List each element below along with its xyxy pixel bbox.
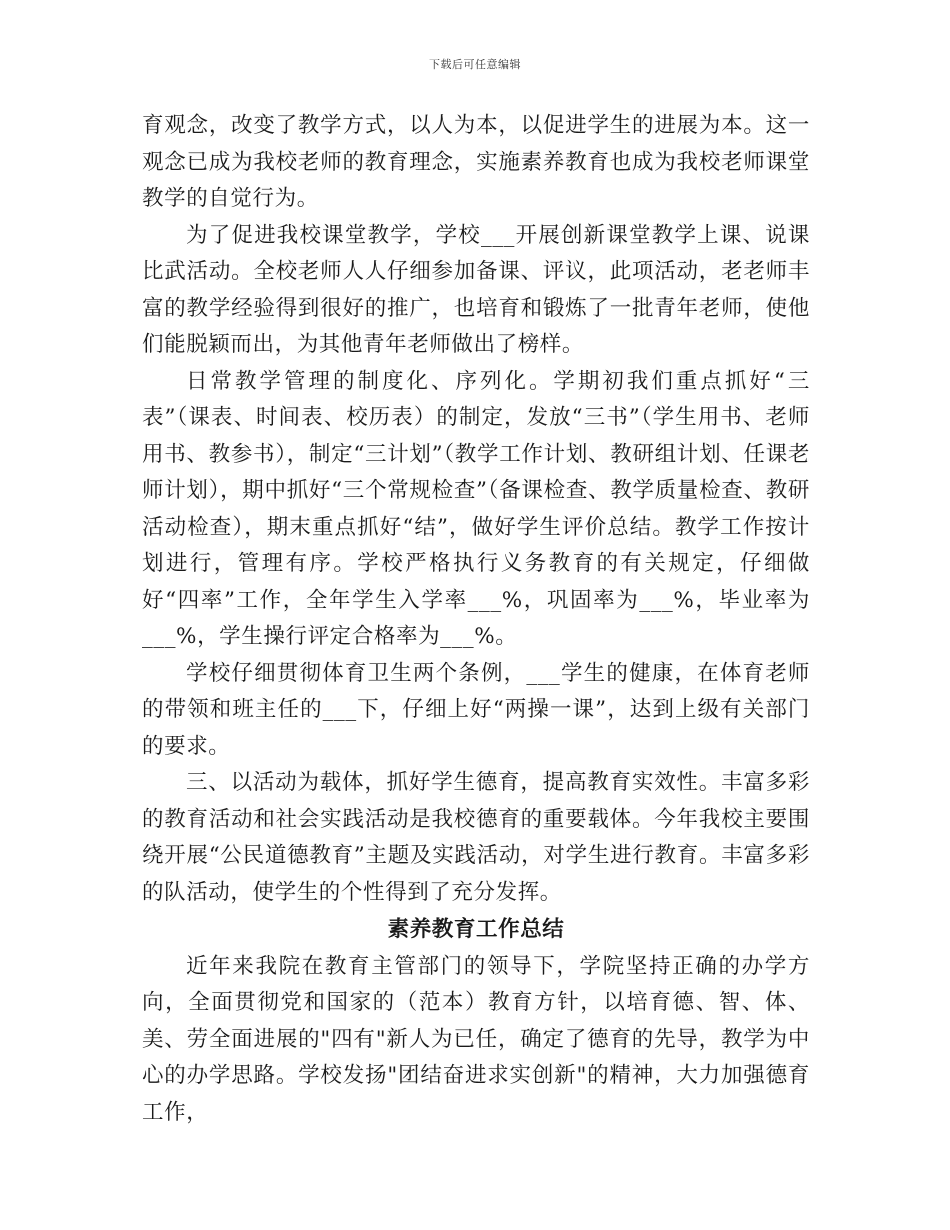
paragraph-continuation: 育观念，改变了教学方式，以人为本，以促进学生的进展为本。这一观念已成为我校老师的教育理念，实施素养教育也成为我校老师课堂教学的自觉行为。 [142, 113, 810, 211]
page-header-note: 下载后可任意编辑 [429, 58, 521, 71]
paragraph-teaching-management: 日常教学管理的制度化、序列化。学期初我们重点抓好“三表”（课表、时间表、校历表）的制定，发放“三书”（学生用书、老师用书、教参书），制定“三计划”（教学工作计划、教研组计划、任课老师计划），期中抓好“三个常规检查”（备课检查、教学质量检查、教研活动检查），期末重点抓好“结”，做好学生评价总结。教学工作按计划进行，管理有序。学校严格执行义务教育的有关规定，仔细做好“四率”工作，全年学生入学率___%，巩固率为___%，毕业率为___%，学生操行评定合格率为___%。 [142, 368, 810, 649]
paragraph-summary-intro: 近年来我院在教育主管部门的领导下，学院坚持正确的办学方向，全面贯彻党和国家的（范本）教育方针，以培育德、智、体、美、劳全面进展的"四有"新人为已任，确定了德育的先导，教学为中心的办学思路。学校发扬"团结奋进求实创新"的精神，大力加强德育工作， [142, 953, 810, 1125]
paragraph-moral-education: 三、以活动为载体，抓好学生德育，提高教育实效性。丰富多彩的教育活动和社会实践活动是我校德育的重要载体。今年我校主要围绕开展“公民道德教育”主题及实践活动，对学生进行教育。丰富多彩的队活动，使学生的个性得到了充分发挥。 [142, 770, 810, 905]
paragraph-classroom-teaching: 为了促进我校课堂教学，学校___开展创新课堂教学上课、说课比武活动。全校老师人人仔细参加备课、评议，此项活动，老老师丰富的教学经验得到很好的推广，也培育和锻炼了一批青年老师，使他们能脱颖而出，为其他青年老师做出了榜样。 [142, 222, 810, 357]
document-body [142, 108, 810, 1131]
paragraph-physical-health: 学校仔细贯彻体育卫生两个条例，___学生的健康，在体育老师的带领和班主任的___下，仔细上好“两操一课”，达到上级有关部门的要求。 [142, 660, 810, 759]
section-title: 素养教育工作总结 [387, 917, 565, 942]
